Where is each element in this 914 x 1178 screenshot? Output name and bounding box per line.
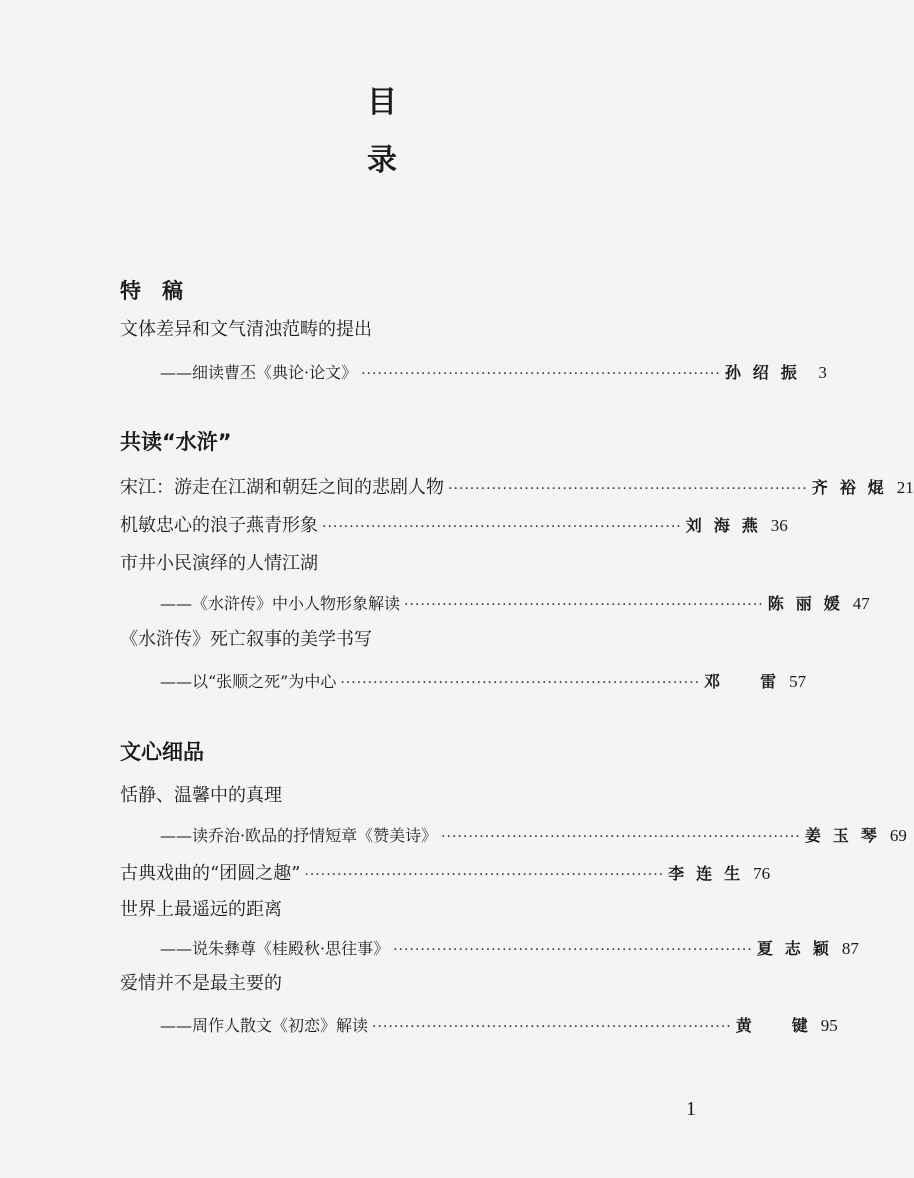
entry-author: 黄 键 xyxy=(735,1016,808,1035)
dot-leader: ·································································· xyxy=(372,1019,732,1035)
entry-title: 恬静、温馨中的真理 xyxy=(120,785,282,806)
toc-entry-title[interactable] xyxy=(120,898,282,922)
section-heading-wenxin: 文心细品 xyxy=(120,740,204,764)
entry-page-number: 76 xyxy=(753,864,771,883)
dot-leader: ·································································· xyxy=(404,597,764,613)
toc-entry[interactable] xyxy=(120,476,914,500)
dot-leader: ·································································· xyxy=(393,942,753,958)
dot-leader: ·································································· xyxy=(441,829,801,845)
entry-title: 《水浒传》死亡叙事的美学书写 xyxy=(120,629,372,650)
entry-author: 姜玉琴 xyxy=(804,826,877,845)
toc-entry[interactable] xyxy=(120,862,771,886)
entry-subtitle: ——读乔治·欧品的抒情短章《赞美诗》 xyxy=(160,826,438,845)
entry-title: 机敏忠心的浪子燕青形象 xyxy=(120,515,318,536)
entry-title: 世界上最遥远的距离 xyxy=(120,899,282,920)
dot-leader: ·································································· xyxy=(340,675,701,691)
entry-page-number: 47 xyxy=(852,594,870,613)
toc-title-char-1: 目 xyxy=(367,85,397,120)
entry-title: 宋江：游走在江湖和朝廷之间的悲剧人物 xyxy=(120,477,444,498)
toc-entry[interactable] xyxy=(160,670,807,694)
dot-leader: ·································································· xyxy=(322,519,682,535)
entry-page-number: 69 xyxy=(889,826,907,845)
folio-page-number: 1 xyxy=(686,1098,696,1120)
entry-author: 刘海燕 xyxy=(685,516,758,535)
entry-author: 孙绍振 xyxy=(724,363,797,382)
entry-page-number: 36 xyxy=(770,516,788,535)
entry-author: 李连生 xyxy=(668,864,741,883)
entry-author: 夏志颖 xyxy=(756,939,829,958)
section-heading-special: 特 稿 xyxy=(120,279,183,303)
toc-entry[interactable] xyxy=(160,361,827,385)
entry-page-number: 3 xyxy=(818,363,827,382)
entry-author: 齐裕焜 xyxy=(811,478,884,497)
toc-entry-title[interactable] xyxy=(120,784,282,808)
section-heading-shuihu: 共读“水浒” xyxy=(120,430,232,454)
toc-entry[interactable] xyxy=(160,592,870,616)
entry-title: 古典戏曲的“团圆之趣” xyxy=(120,863,301,884)
dot-leader: ·································································· xyxy=(361,366,721,382)
entry-author: 邓 雷 xyxy=(704,672,777,691)
toc-entry[interactable] xyxy=(160,824,907,848)
entry-subtitle: ——细读曹丕《典论·论文》 xyxy=(160,363,358,382)
entry-title: 文体差异和文气清浊范畴的提出 xyxy=(120,319,372,340)
entry-subtitle: ——以“张顺之死”为中心 xyxy=(160,672,337,691)
toc-title-char-2: 录 xyxy=(367,143,397,178)
toc-entry[interactable] xyxy=(160,937,859,961)
dot-leader: ·································································· xyxy=(448,481,808,497)
entry-page-number: 95 xyxy=(820,1016,838,1035)
entry-page-number: 57 xyxy=(789,672,807,691)
entry-title: 市井小民演绎的人情江湖 xyxy=(120,553,318,574)
entry-author: 陈丽媛 xyxy=(767,594,840,613)
entry-page-number: 87 xyxy=(841,939,859,958)
entry-subtitle: ——《水浒传》中小人物形象解读 xyxy=(160,594,401,613)
entry-subtitle: ——说朱彝尊《桂殿秋·思往事》 xyxy=(160,939,390,958)
entry-page-number: 21 xyxy=(896,478,914,497)
entry-subtitle: ——周作人散文《初恋》解读 xyxy=(160,1016,369,1035)
toc-entry-title[interactable] xyxy=(120,552,318,576)
entry-title: 爱情并不是最主要的 xyxy=(120,973,282,994)
dot-leader: ·································································· xyxy=(304,867,665,883)
toc-entry-title[interactable] xyxy=(120,318,372,342)
toc-entry[interactable] xyxy=(160,1014,838,1038)
toc-entry-title[interactable] xyxy=(120,972,282,996)
toc-entry[interactable] xyxy=(120,514,788,538)
toc-entry-title[interactable] xyxy=(120,628,372,652)
